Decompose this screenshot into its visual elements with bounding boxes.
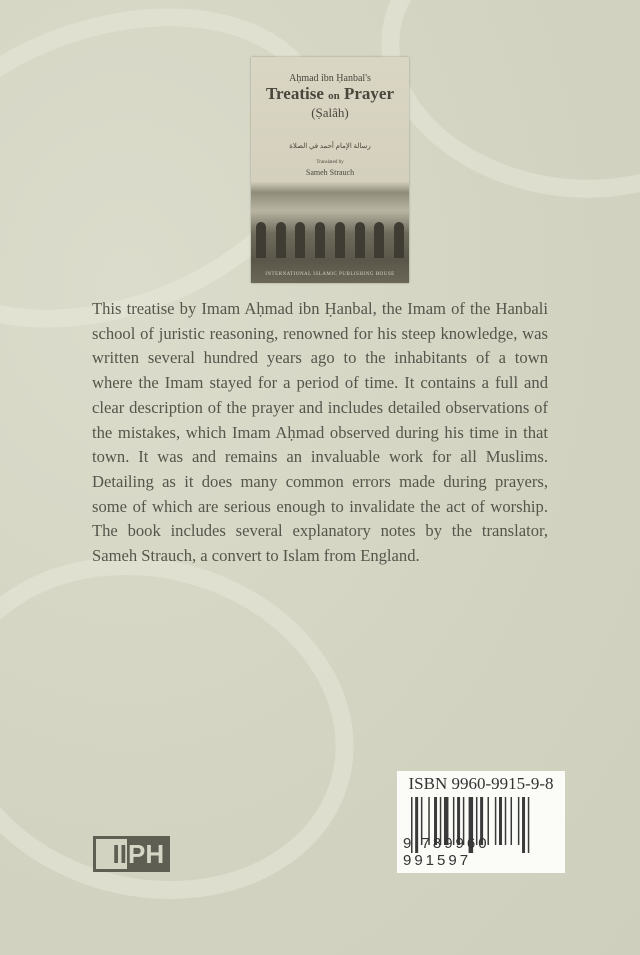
isbn-barcode-box <box>397 771 565 873</box>
blurb-line: town. It was and remains an invaluable work for all Muslims. <box>92 447 548 467</box>
iiph-logo: II PH <box>93 836 170 872</box>
blurb-line: some of which are serious enough to invalidate the act of worship. <box>92 496 548 516</box>
barcode-number: 9 789960 991597 <box>403 835 490 869</box>
blurb-line: This treatise by Imam Aḥmad ibn Ḥanbal, the Imam of the Hanbali <box>92 299 548 318</box>
background-swirl <box>0 512 392 944</box>
blurb-line: Detailing as it does many common errors made during prayers, <box>92 471 548 491</box>
cover-publisher: INTERNATIONAL ISLAMIC PUBLISHING HOUSE <box>265 272 395 277</box>
blurb-line: school of juristic reasoning, renowned for his steep knowledge, was <box>92 323 548 343</box>
blurb-line: clear description of the prayer and includes detailed observations of <box>92 397 548 417</box>
cover-author: Aḥmad ibn Ḥanbal's <box>289 73 371 84</box>
cover-subtitle: (Ṣalâh) <box>311 105 349 120</box>
blurb-line: where the Imam stayed for a period of time. It contains a full and <box>92 373 548 393</box>
cover-mosque-arches <box>251 222 409 262</box>
cover-arabic-title: رسالة الإمام أحمد في الصلاة <box>289 142 371 150</box>
cover-title: Treatise on Prayer <box>265 84 395 103</box>
book-cover-thumbnail <box>251 57 409 283</box>
blurb-text <box>92 297 548 569</box>
blurb-line: written several hundred years ago to the inhabitants of a town <box>92 348 548 368</box>
isbn-label: ISBN 9960-9915-9-8 <box>408 774 554 793</box>
blurb-line: the mistakes, which Imam Aḥmad observed during his time in that <box>92 422 548 442</box>
blurb-line: Sameh Strauch, a convert to Islam from England. <box>92 546 420 566</box>
blurb-line: The book includes several explanatory notes by the translator, <box>92 521 548 541</box>
cover-translated-by: Translated by <box>316 160 344 165</box>
cover-translator: Sameh Strauch <box>305 168 355 177</box>
